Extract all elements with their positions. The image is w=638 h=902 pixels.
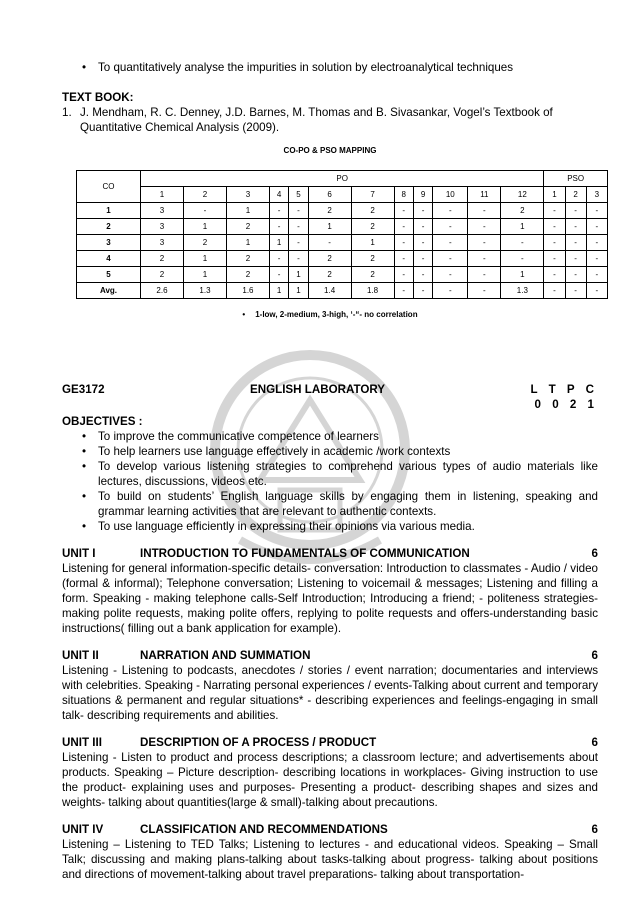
table-cell: - [289, 251, 308, 267]
table-cell: - [565, 267, 586, 283]
table-cell: 2 [501, 203, 544, 219]
table-cell: - [586, 235, 607, 251]
unit-title: NARRATION AND SUMMATION [140, 649, 311, 662]
table-cell: 1.3 [183, 283, 226, 299]
table-cell: - [413, 283, 432, 299]
objectives-list [62, 429, 598, 534]
unit-number: UNIT I [62, 547, 96, 560]
table-cell: 1.4 [308, 283, 351, 299]
table-cell: 1 [351, 235, 394, 251]
co-po-mapping-table [76, 170, 608, 299]
correlation-note: • 1-low, 2-medium, 3-high, ‘-“- no correlation [62, 307, 598, 322]
table-cell: - [586, 267, 607, 283]
table-cell: - [289, 203, 308, 219]
table-cell: 2 [140, 267, 183, 283]
table-cell: 3 [140, 219, 183, 235]
table-cell: - [394, 219, 413, 235]
table-row [77, 235, 608, 251]
unit-body: Listening - Listening to podcasts, anecdotes / stories / event narration; documentaries and interviews with celebrities. Speaking - Narrating personal experiences / events-Talking about current and temporary situations & permanent and regular situations* - describing experiences and feelings-engaging in small talk- describing requirements and abilities. [62, 664, 598, 722]
unit-body: Listening – Listening to TED Talks; Listening to lectures - and educational videos. Speaking – Small Talk; discussing and making plans-talking about tasks-talking about progress- talking about positions and directions of movement-talking about travel preparations- talking about transportation- [62, 838, 598, 881]
po-column-header: 7 [351, 187, 394, 203]
table-cell: 1 [289, 267, 308, 283]
ltpc-labels: L T P C [530, 383, 598, 396]
table-cell: - [289, 219, 308, 235]
po-column-header: 5 [289, 187, 308, 203]
table-cell: 1 [226, 203, 269, 219]
table-cell: 2 [351, 267, 394, 283]
textbook-heading: TEXT BOOK: [62, 91, 134, 104]
table-cell: - [433, 251, 468, 267]
table-cell: 1 [289, 283, 308, 299]
table-cell: - [394, 283, 413, 299]
co-row-label: 2 [77, 219, 141, 235]
unit-body: Listening for general information-specific details- conversation: Introduction to classmates - Audio / video (formal & informal); Telephone conversation; Listening to voicemail & messages; Listening and filling a form. Speaking - making telephone calls-Self Introduction; Introducing a friend; - politeness strategies- making polite requests, making polite offers, replying to polite requests and offers-understanding basic instructions( filling out a bank application for example). [62, 562, 598, 635]
co-row-label: 4 [77, 251, 141, 267]
table-cell: - [394, 251, 413, 267]
objective-item: • To use language efficiently in expressing their opinions via various media. [62, 519, 598, 534]
table-cell: - [269, 219, 288, 235]
table-cell: 1 [308, 219, 351, 235]
table-cell: 2 [351, 251, 394, 267]
course-header [62, 382, 598, 397]
objective-item: • To help learners use language effectively in academic /work contexts [62, 444, 598, 459]
co-header: CO [77, 171, 141, 203]
page-content [62, 60, 598, 882]
unit-heading [62, 822, 598, 837]
table-cell: - [565, 283, 586, 299]
po-column-header: 10 [433, 187, 468, 203]
table-cell: - [565, 251, 586, 267]
objective-item: • To build on students’ English language skills by engaging them in listening, speaking and grammar learning activities that are relevant to authentic contexts. [62, 489, 598, 519]
table-cell: - [433, 283, 468, 299]
unit-heading [62, 648, 598, 663]
unit-hours: 6 [591, 736, 598, 749]
table-cell: 1.3 [501, 283, 544, 299]
table-cell: - [269, 267, 288, 283]
table-row [77, 251, 608, 267]
table-cell: - [308, 235, 351, 251]
table-cell: 2.6 [140, 283, 183, 299]
unit-hours: 6 [591, 547, 598, 560]
table-cell: - [394, 267, 413, 283]
table-cell: - [433, 203, 468, 219]
table-cell: - [413, 251, 432, 267]
table-cell: - [394, 203, 413, 219]
pso-column-header: 2 [565, 187, 586, 203]
textbook-item-number: 1. [62, 106, 72, 119]
ltpc-values: 0 0 2 1 [534, 398, 598, 411]
unit-number: UNIT II [62, 649, 99, 662]
table-cell: 2 [140, 251, 183, 267]
table-cell: - [269, 251, 288, 267]
objective-item: • To improve the communicative competence of learners [62, 429, 598, 444]
table-cell: 2 [351, 219, 394, 235]
table-cell: - [468, 235, 501, 251]
table-row [77, 219, 608, 235]
table-cell: 1 [226, 235, 269, 251]
table-cell: 1 [269, 283, 288, 299]
co-row-label: Avg. [77, 283, 141, 299]
unit-title: INTRODUCTION TO FUNDAMENTALS OF COMMUNICATION [140, 547, 470, 560]
table-cell: - [468, 283, 501, 299]
table-cell: - [289, 235, 308, 251]
table-cell: 3 [140, 203, 183, 219]
co-row-label: 1 [77, 203, 141, 219]
table-cell: 2 [308, 203, 351, 219]
table-row [77, 283, 608, 299]
table-cell: - [544, 267, 565, 283]
table-cell: 1.8 [351, 283, 394, 299]
table-row [77, 203, 608, 219]
unit-4 [62, 822, 598, 882]
unit-3 [62, 735, 598, 810]
table-cell: 2 [183, 235, 226, 251]
table-cell: - [586, 203, 607, 219]
objectives-heading: OBJECTIVES : [62, 415, 143, 428]
table-cell: - [413, 235, 432, 251]
table-cell: - [394, 235, 413, 251]
intro-bullet: • To quantitatively analyse the impurities in solution by electroanalytical techniques [62, 60, 598, 75]
table-cell: 1 [183, 267, 226, 283]
table-cell: - [468, 251, 501, 267]
table-cell: - [468, 203, 501, 219]
unit-title: DESCRIPTION OF A PROCESS / PRODUCT [140, 736, 377, 749]
po-column-header: 2 [183, 187, 226, 203]
table-cell: 1 [183, 251, 226, 267]
textbook-item-text: J. Mendham, R. C. Denney, J.D. Barnes, M. Thomas and B. Sivasankar, Vogel’s Textbook of Quantitative Chemical Analysis (2009). [80, 106, 553, 134]
po-column-header: 12 [501, 187, 544, 203]
po-column-header: 6 [308, 187, 351, 203]
course-code: GE3172 [62, 383, 105, 396]
unit-body: Listening - Listen to product and process descriptions; a classroom lecture; and advertisements about products. Speaking – Picture description- describing locations in workplaces- Giving instruction to use the product- explaining uses and purposes- Presenting a product- describing shapes and sizes and weights- talking about quantities(large & small)-talking about precautions. [62, 751, 598, 809]
unit-title: CLASSIFICATION AND RECOMMENDATIONS [140, 823, 388, 836]
table-cell: - [544, 203, 565, 219]
table-cell: - [183, 203, 226, 219]
table-cell: - [565, 219, 586, 235]
po-column-header: 3 [226, 187, 269, 203]
table-cell: - [413, 203, 432, 219]
table-cell: - [565, 203, 586, 219]
table-cell: 3 [140, 235, 183, 251]
table-cell: - [433, 235, 468, 251]
table-cell: - [544, 283, 565, 299]
unit-number: UNIT III [62, 736, 102, 749]
table-cell: - [586, 251, 607, 267]
table-cell: - [544, 235, 565, 251]
table-row [77, 267, 608, 283]
table-cell: - [468, 267, 501, 283]
unit-number: UNIT IV [62, 823, 104, 836]
table-cell: - [586, 283, 607, 299]
table-cell: 1 [269, 235, 288, 251]
course-title: ENGLISH LABORATORY [249, 383, 386, 396]
pso-column-header: 1 [544, 187, 565, 203]
table-cell: 2 [351, 203, 394, 219]
table-cell: - [586, 219, 607, 235]
unit-heading [62, 546, 598, 561]
table-cell: - [433, 219, 468, 235]
po-column-header: 8 [394, 187, 413, 203]
co-row-label: 5 [77, 267, 141, 283]
table-cell: - [413, 267, 432, 283]
pso-column-header: 3 [586, 187, 607, 203]
table-cell: - [544, 251, 565, 267]
table-subheader-row [77, 187, 608, 203]
table-cell: 1.6 [226, 283, 269, 299]
table-cell: - [413, 219, 432, 235]
pso-header: PSO [544, 171, 608, 187]
table-header-row [77, 171, 608, 187]
table-cell: - [269, 203, 288, 219]
table-cell: 2 [226, 219, 269, 235]
table-cell: - [468, 219, 501, 235]
table-cell: - [565, 235, 586, 251]
table-cell: 2 [226, 251, 269, 267]
table-cell: 2 [308, 251, 351, 267]
table-cell: 2 [308, 267, 351, 283]
unit-heading [62, 735, 598, 750]
table-cell: 2 [226, 267, 269, 283]
unit-hours: 6 [591, 823, 598, 836]
unit-hours: 6 [591, 649, 598, 662]
table-cell: - [544, 219, 565, 235]
po-column-header: 4 [269, 187, 288, 203]
textbook-item [62, 105, 598, 135]
mapping-title: CO-PO & PSO MAPPING [283, 146, 377, 155]
table-cell: 1 [501, 219, 544, 235]
table-cell: - [501, 235, 544, 251]
table-cell: - [501, 251, 544, 267]
table-cell: - [433, 267, 468, 283]
po-column-header: 1 [140, 187, 183, 203]
table-cell: 1 [501, 267, 544, 283]
po-header: PO [140, 171, 543, 187]
po-column-header: 11 [468, 187, 501, 203]
table-cell: 1 [183, 219, 226, 235]
unit-2 [62, 648, 598, 723]
objective-item: • To develop various listening strategies to comprehend various types of audio materials like lectures, discussions, videos etc. [62, 459, 598, 489]
unit-1 [62, 546, 598, 636]
co-row-label: 3 [77, 235, 141, 251]
po-column-header: 9 [413, 187, 432, 203]
